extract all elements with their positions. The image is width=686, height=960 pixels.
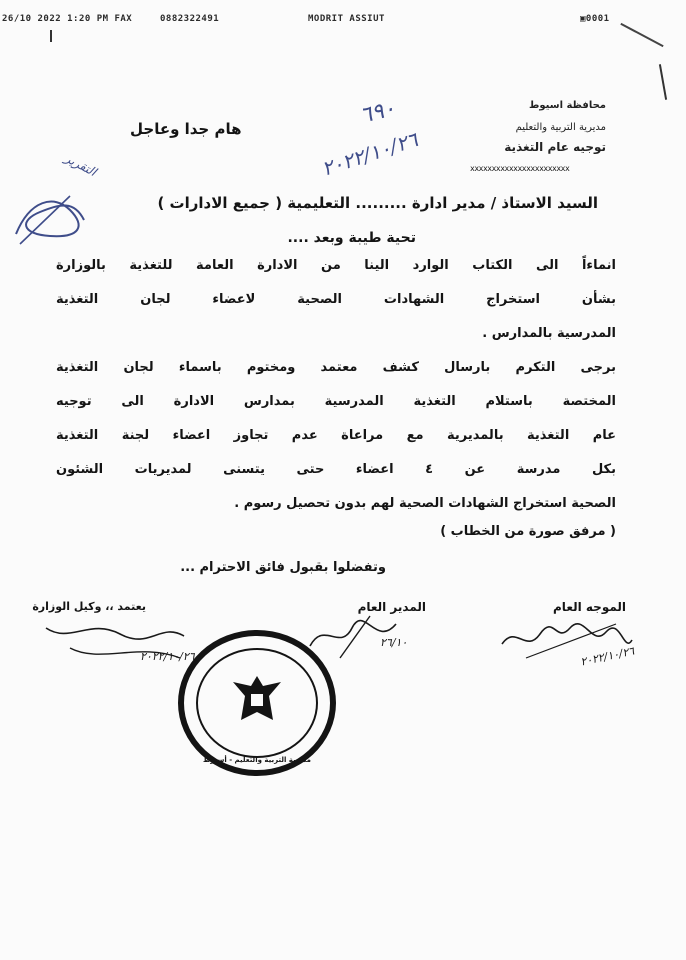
edge-mark <box>620 23 663 47</box>
body-line: المختصة باستلام التغذية المدرسية بمدارس الادارة الى توجيه <box>56 394 616 409</box>
greeting: تحية طيبة وبعد .... <box>287 230 416 246</box>
eagle-emblem-icon <box>229 672 285 726</box>
body-line: بشأن استخراج الشهادات الصحية لاعضاء لجان التغذية <box>56 292 616 307</box>
signature-scribble-undersecretary <box>40 614 190 674</box>
letterhead-directorate: مديرية التربية والتعليم <box>515 122 606 133</box>
addressee: السيد الاستاذ / مدير ادارة ......... التعليمية ( جميع الادارات ) <box>157 194 598 212</box>
body-line: المدرسية بالمدارس . <box>482 326 616 341</box>
edge-mark <box>659 64 667 100</box>
handwritten-number: ٦٩٠ <box>357 96 398 129</box>
signature-title-general-supervisor: الموجه العام <box>553 600 626 614</box>
signature-title-general-director: المدير العام <box>357 600 426 614</box>
handwritten-date: ٢٠٢٢/١٠/٢٦ <box>318 127 421 181</box>
body-line: بكل مدرسة عن ٤ اعضاء حتى يتسنى لمديريات الشئون <box>56 462 616 477</box>
closing: وتفضلوا بقبول فائق الاحترام ... <box>180 560 386 575</box>
body-line: برجى التكرم بارسال كشف معتمد ومختوم باسماء لجان التغذية <box>56 360 616 375</box>
margin-scribble <box>10 190 90 250</box>
fax-page-number: 0001 <box>585 14 610 24</box>
edge-mark <box>50 30 52 42</box>
signature-note-director: ٢٦/١٠ <box>380 636 408 649</box>
urgency-label: هام جدا وعاجل <box>130 120 242 138</box>
fax-phone: 0882322491 <box>160 14 220 24</box>
letterhead-department: توجيه عام التغذية <box>504 140 606 154</box>
fax-sender: MODRIT ASSIUT <box>308 14 385 24</box>
letterhead-separator: xxxxxxxxxxxxxxxxxxxxxxx <box>470 164 570 173</box>
signature-title-undersecretary: يعتمد ،، وكيل الوزارة <box>32 600 146 613</box>
body-line: الصحية استخراج الشهادات الصحية لهم بدون تحصيل رسوم . <box>234 496 616 511</box>
official-stamp <box>178 630 336 776</box>
signature-note-undersecretary: ٢٠٢٢/١٠/٢٦ <box>140 650 195 663</box>
stamp-text: مديرية التربية والتعليم - أسيوط <box>202 756 312 764</box>
letterhead-governorate: محافظة اسيوط <box>529 100 606 111</box>
attachment-note: ( مرفق صورة من الخطاب ) <box>440 524 616 539</box>
fax-datetime: 26/10 2022 1:20 PM FAX <box>2 14 133 24</box>
signature-note-supervisor: ٢٠٢٢/١٠/٢٦ <box>579 644 636 669</box>
fax-page-icon: ▣ <box>580 14 586 24</box>
fax-page <box>580 14 610 24</box>
signature-scribble-supervisor <box>496 614 636 674</box>
margin-note: التقرير <box>62 151 99 179</box>
body-line: عام التغذية بالمديرية مع مراعاة عدم تجاوز اعضاء لجنة التغذية <box>56 428 616 443</box>
body-line: انماءاً الى الكتاب الوارد الينا من الادارة العامة للتغذية بالوزارة <box>56 258 616 273</box>
